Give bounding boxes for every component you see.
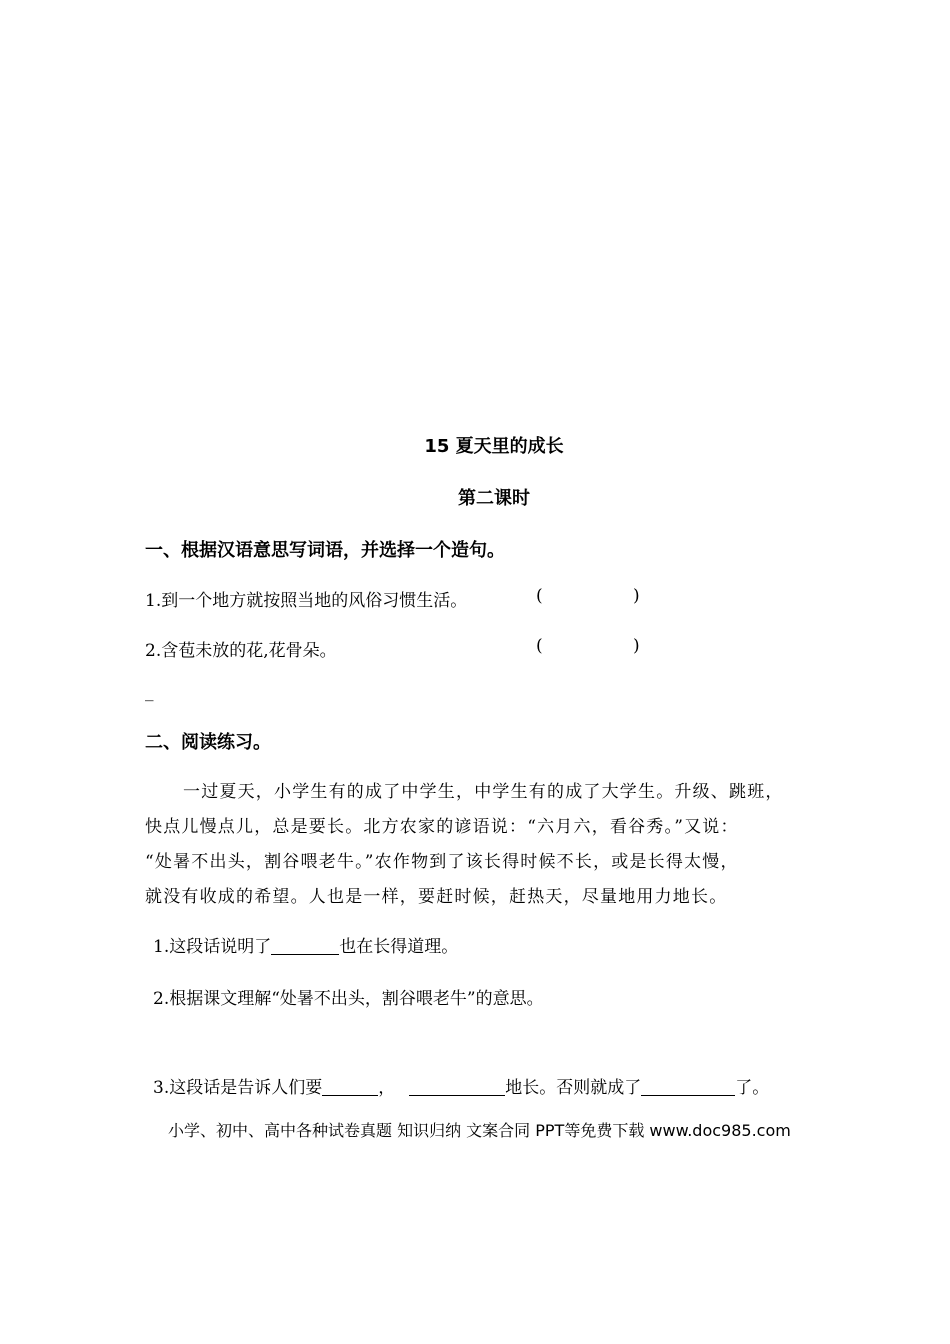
- fill-blank[interactable]: [322, 1077, 378, 1096]
- question-1: [153, 932, 458, 957]
- fill-blank[interactable]: [271, 936, 339, 955]
- question-3: [153, 1073, 769, 1098]
- footer-banner: 小学、初中、高中各种试卷真题 知识归纳 文案合同 PPT等免费下载 www.doc985.com: [168, 1121, 791, 1140]
- fill-blank[interactable]: [409, 1077, 505, 1096]
- question-1-after: 也在长得道理。: [339, 937, 459, 957]
- answer-paren-open: (: [536, 586, 543, 606]
- section1-heading: 一、根据汉语意思写词语，并选择一个造句。: [145, 540, 505, 561]
- passage-line: 快点儿慢点儿，总是要长。北方农家的谚语说：“六月六，看谷秀。”又说：: [145, 817, 739, 837]
- section1-item-1: 1.到一个地方就按照当地的风俗习惯生活。: [145, 591, 468, 611]
- passage-line: 一过夏天，小学生有的成了中学生，中学生有的成了大学生。升级、跳班，: [183, 782, 784, 802]
- answer-paren-close: ): [633, 636, 640, 656]
- question-3-part1: 3.这段话是告诉人们要: [153, 1078, 323, 1098]
- passage-line: 就没有收成的希望。人也是一样，要赶时候，赶热天，尽量地用力地长。: [145, 887, 728, 907]
- answer-paren-open: (: [536, 636, 543, 656]
- question-2: 2.根据课文理解“处暑不出头，割谷喂老牛”的意思。: [153, 989, 544, 1009]
- section1-item-2: 2.含苞未放的花,花骨朵。: [145, 641, 337, 661]
- question-1-before: 1.这段话说明了: [153, 937, 272, 957]
- question-3-part2: ，: [378, 1078, 396, 1098]
- stray-mark: _: [145, 682, 154, 702]
- section2-heading: 二、阅读练习。: [145, 732, 271, 753]
- passage-line: “处暑不出头，割谷喂老牛。”农作物到了该长得时候不长，或是长得太慢，: [145, 852, 739, 872]
- lesson-subtitle: 第二课时: [458, 488, 530, 509]
- answer-paren-close: ): [633, 586, 640, 606]
- document-title: 15 夏天里的成长: [424, 436, 564, 457]
- question-3-part4: 了。: [735, 1078, 770, 1098]
- fill-blank[interactable]: [641, 1077, 735, 1096]
- question-3-part3: 地长。否则就成了: [505, 1078, 642, 1098]
